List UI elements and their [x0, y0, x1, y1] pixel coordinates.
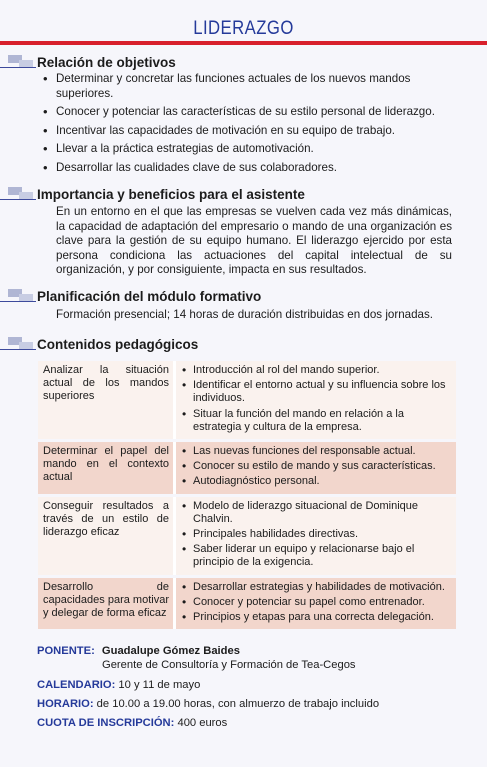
list-item: • Llevar a la práctica estrategias de automotivación. — [40, 142, 460, 157]
list-item: • Principales habilidades directivas. — [181, 528, 452, 541]
horario-line — [37, 697, 379, 711]
table-row — [38, 361, 456, 439]
list-item: • Conocer y potenciar las características de su estilo personal de liderazgo. — [40, 105, 460, 120]
list-item: • Identificar el entorno actual y su influencia sobre los individuos. — [181, 379, 452, 405]
section-header-contenidos — [0, 337, 487, 355]
list-item: • Determinar y concretar las funciones actuales de los nuevos mandos superiores. — [40, 72, 460, 101]
list-item: • Situar la función del mando en relación a la estrategia y cultura de la empresa. — [181, 408, 452, 434]
calendario-label: CALENDARIO: — [37, 679, 116, 691]
cuota-value: 400 euros — [177, 717, 228, 729]
table-topic: Analizar la situación actual de los mandos superiores — [38, 361, 176, 439]
ponente-role: Gerente de Consultoría y Formación de Tea-Cegos — [102, 659, 356, 671]
section-heading: Planificación del módulo formativo — [37, 289, 262, 304]
importancia-text: En un entorno en el que las empresas se vuelven cada vez más dinámicas, la capacidad de adaptación del empresario o mando de una organización es clave para la gestión de su equipo humano. El liderazgo ejercido por esta persona condiciona las actuaciones del capital intelectual de su organización, y por consiguiente, impacta en sus resultados. — [56, 205, 452, 277]
contenidos-table — [38, 358, 456, 632]
page-title: LIDERAZGO — [193, 18, 294, 39]
section-header-objetivos — [0, 55, 487, 73]
list-item: • Conocer su estilo de mando y sus características. — [181, 460, 452, 473]
section-heading: Importancia y beneficios para el asistente — [37, 187, 305, 202]
cuota-line — [37, 716, 227, 730]
list-item: • Modelo de liderazgo situacional de Dominique Chalvin. — [181, 500, 452, 526]
objetivos-list — [40, 72, 460, 179]
header-rule — [0, 349, 36, 350]
horario-label: HORARIO: — [37, 698, 94, 710]
ponente-line — [37, 644, 240, 658]
list-item: • Las nuevas funciones del responsable actual. — [181, 445, 452, 458]
calendario-line — [37, 678, 200, 692]
horario-value: de 10.00 a 19.00 horas, con almuerzo de trabajo incluido — [96, 698, 380, 710]
list-item: • Desarrollar las cualidades clave de sus colaboradores. — [40, 161, 460, 176]
table-topic: Conseguir resultados a través de un estilo de liderazgo eficaz — [38, 497, 176, 575]
list-item: • Autodiagnóstico personal. — [181, 475, 452, 488]
section-heading: Contenidos pedagógicos — [37, 337, 199, 352]
table-items — [176, 497, 456, 575]
header-rule — [0, 301, 36, 302]
section-header-importancia — [0, 187, 487, 205]
table-topic: Desarrollo de capacidades para motivar y delegar de forma eficaz — [38, 578, 176, 630]
header-rule — [0, 199, 36, 200]
section-header-planificacion — [0, 289, 487, 307]
table-items — [176, 578, 456, 630]
header-rule — [0, 67, 36, 68]
list-item: • Principios y etapas para una correcta delegación. — [181, 611, 452, 624]
cuota-label: CUOTA DE INSCRIPCIÓN: — [37, 717, 175, 729]
planificacion-text: Formación presencial; 14 horas de duración distribuidas en dos jornadas. — [56, 308, 434, 321]
list-item: • Saber liderar un equipo y relacionarse bajo el principio de la exigencia. — [181, 543, 452, 569]
table-items — [176, 361, 456, 439]
list-item: • Desarrollar estrategias y habilidades de motivación. — [181, 581, 452, 594]
table-row — [38, 442, 456, 494]
table-topic: Determinar el papel del mando en el contexto actual — [38, 442, 176, 494]
list-item: • Conocer y potenciar su papel como entrenador. — [181, 596, 452, 609]
table-row — [38, 578, 456, 630]
table-items — [176, 442, 456, 494]
calendario-value: 10 y 11 de mayo — [118, 679, 201, 691]
ponente-name: Guadalupe Gómez Baides — [101, 645, 240, 657]
ponente-label: PONENTE: — [37, 645, 95, 657]
section-heading: Relación de objetivos — [37, 55, 176, 70]
list-item: • Incentivar las capacidades de motivación en su equipo de trabajo. — [40, 124, 460, 139]
list-item: • Introducción al rol del mando superior. — [181, 364, 452, 377]
table-row — [38, 497, 456, 575]
title-underline — [0, 41, 487, 45]
